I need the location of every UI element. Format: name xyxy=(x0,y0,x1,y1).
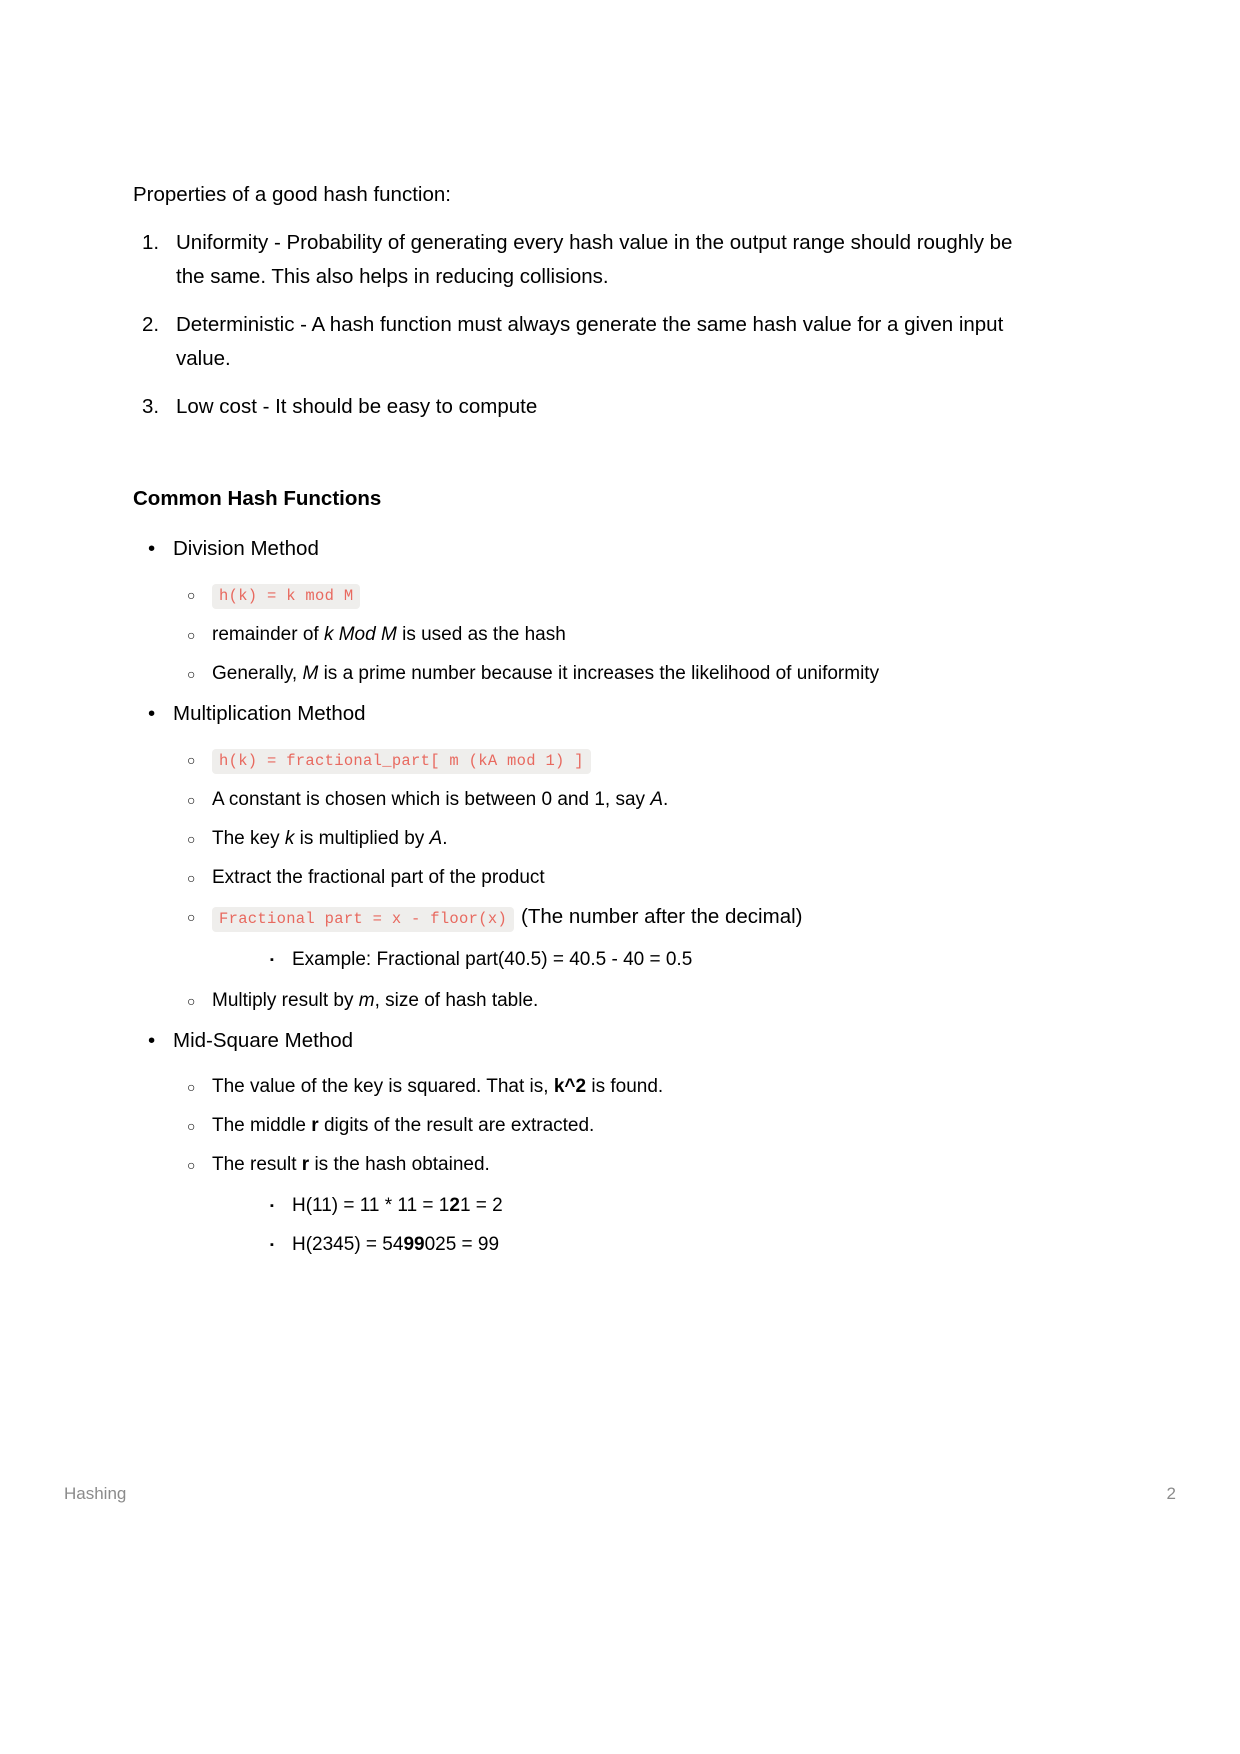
bullet-disc-icon: • xyxy=(148,1029,156,1052)
text-pre: The key xyxy=(212,828,285,849)
list-item xyxy=(133,390,1033,424)
list-item-text: Low cost - It should be easy to compute xyxy=(176,395,538,418)
text-post: is the hash obtained. xyxy=(309,1154,490,1175)
code-hash-multiplication: h(k) = fractional_part[ m (kA mod 1) ] xyxy=(212,749,591,774)
multiplication-method-items xyxy=(175,744,1033,1017)
list-item xyxy=(175,985,1033,1017)
division-method-items xyxy=(175,579,1033,690)
text-post: , size of hash table. xyxy=(374,990,539,1011)
list-item-text: Example: Fractional part(40.5) = 40.5 - 40 = 0.5 xyxy=(292,949,693,970)
properties-numbered-list xyxy=(133,226,1033,424)
page-title: Common Hash Functions xyxy=(133,487,382,510)
text-post: is multiplied by xyxy=(294,828,430,849)
text-italic: M xyxy=(302,663,319,684)
page-footer xyxy=(64,1484,1176,1508)
text-post-2: . xyxy=(442,828,448,849)
section-spacer xyxy=(133,438,1033,484)
text-bold: 99 xyxy=(403,1234,425,1255)
list-item-division-method xyxy=(133,532,1033,566)
intro-paragraph: Properties of a good hash function: xyxy=(133,183,451,206)
text-post: . xyxy=(663,789,669,810)
methods-list xyxy=(133,697,1033,731)
text-post: digits of the result are extracted. xyxy=(318,1115,595,1136)
list-item xyxy=(175,744,1033,777)
bullet-circle-icon: ○ xyxy=(187,1079,196,1095)
list-item-multiplication-method xyxy=(133,697,1033,731)
footer-page-number: 2 xyxy=(1166,1484,1176,1503)
list-item-text: Uniformity - Probability of generating every hash value in the output range should roughly be the same. This also helps in reducing collisions. xyxy=(176,231,1013,288)
methods-list xyxy=(133,532,1033,566)
list-item xyxy=(175,579,1033,612)
list-item xyxy=(254,1229,1033,1261)
text-bold: r xyxy=(301,1154,310,1175)
text-post: is found. xyxy=(586,1076,664,1097)
bullet-circle-icon: ○ xyxy=(187,587,196,603)
bullet-circle-icon: ○ xyxy=(187,792,196,808)
list-marker-number: 1. xyxy=(142,231,160,254)
list-item xyxy=(254,944,1033,976)
bullet-disc-icon: • xyxy=(148,537,156,560)
bullet-circle-icon: ○ xyxy=(187,870,196,886)
text-bold: r xyxy=(311,1115,319,1136)
list-item-text: Deterministic - A hash function must always generate the same hash value for a given input value. xyxy=(176,313,1004,370)
list-item xyxy=(175,862,1033,894)
bullet-circle-icon: ○ xyxy=(187,993,196,1009)
list-item xyxy=(175,901,1033,976)
list-item-text: Extract the fractional part of the product xyxy=(212,867,545,888)
method-name: Mid-Square Method xyxy=(173,1029,354,1052)
list-item xyxy=(133,308,1033,376)
list-marker-number: 2. xyxy=(142,313,160,336)
method-name: Division Method xyxy=(173,537,319,560)
heading-spacer xyxy=(133,514,1033,532)
list-marker-number: 3. xyxy=(142,395,160,418)
list-item xyxy=(254,1190,1033,1222)
text-italic-2: A xyxy=(429,828,443,849)
text-bold: k^2 xyxy=(553,1076,587,1097)
bullet-square-icon: ▪ xyxy=(270,1239,274,1251)
bullet-circle-icon: ○ xyxy=(187,752,196,768)
bullet-circle-icon: ○ xyxy=(187,1157,196,1173)
list-item xyxy=(133,226,1033,294)
text-pre: The value of the key is squared. That is, xyxy=(212,1076,554,1097)
bullet-circle-icon: ○ xyxy=(187,909,196,925)
text-pre: The result xyxy=(212,1154,302,1175)
code-hash-division: h(k) = k mod M xyxy=(212,584,360,609)
methods-list xyxy=(133,1024,1033,1058)
footer-document-title: Hashing xyxy=(64,1484,127,1503)
text-bold: 2 xyxy=(449,1195,460,1216)
text-pre: remainder of xyxy=(212,624,324,645)
text-pre: Multiply result by xyxy=(212,990,359,1011)
text-pre: The middle xyxy=(212,1115,312,1136)
list-item xyxy=(175,823,1033,855)
list-item-mid-square-method xyxy=(133,1024,1033,1058)
list-item xyxy=(175,1149,1033,1261)
text-italic: k Mod M xyxy=(323,624,397,645)
list-item xyxy=(175,1071,1033,1103)
bullet-square-icon: ▪ xyxy=(270,1200,274,1212)
bullet-circle-icon: ○ xyxy=(187,831,196,847)
text-post: 025 = 99 xyxy=(424,1234,500,1255)
text-italic: m xyxy=(358,990,375,1011)
text-post: 1 = 2 xyxy=(459,1195,503,1216)
document-content xyxy=(133,178,1033,1270)
text-italic: k xyxy=(284,828,295,849)
bullet-circle-icon: ○ xyxy=(187,1118,196,1134)
text-pre: H(11) = 11 * 11 = 1 xyxy=(292,1195,450,1216)
text-post: is a prime number because it increases the likelihood of uniformity xyxy=(318,663,880,684)
bullet-circle-icon: ○ xyxy=(187,627,196,643)
text-pre: Generally, xyxy=(212,663,303,684)
method-name: Multiplication Method xyxy=(173,702,366,725)
text-post: is used as the hash xyxy=(396,624,566,645)
code-fractional-part: Fractional part = x - floor(x) xyxy=(212,907,514,932)
bullet-disc-icon: • xyxy=(148,702,156,725)
text-pre: H(2345) = 54 xyxy=(292,1234,404,1255)
mid-square-method-items xyxy=(175,1071,1033,1261)
text-italic: A xyxy=(650,789,664,810)
text-after-code: (The number after the decimal) xyxy=(521,905,803,928)
text-pre: A constant is chosen which is between 0 and 1, say xyxy=(212,789,651,810)
fractional-part-examples xyxy=(254,944,1033,976)
bullet-square-icon: ▪ xyxy=(270,954,274,966)
list-item xyxy=(175,1110,1033,1142)
list-item xyxy=(175,784,1033,816)
list-item xyxy=(175,619,1033,651)
list-item xyxy=(175,658,1033,690)
mid-square-examples xyxy=(254,1190,1033,1261)
bullet-circle-icon: ○ xyxy=(187,666,196,682)
